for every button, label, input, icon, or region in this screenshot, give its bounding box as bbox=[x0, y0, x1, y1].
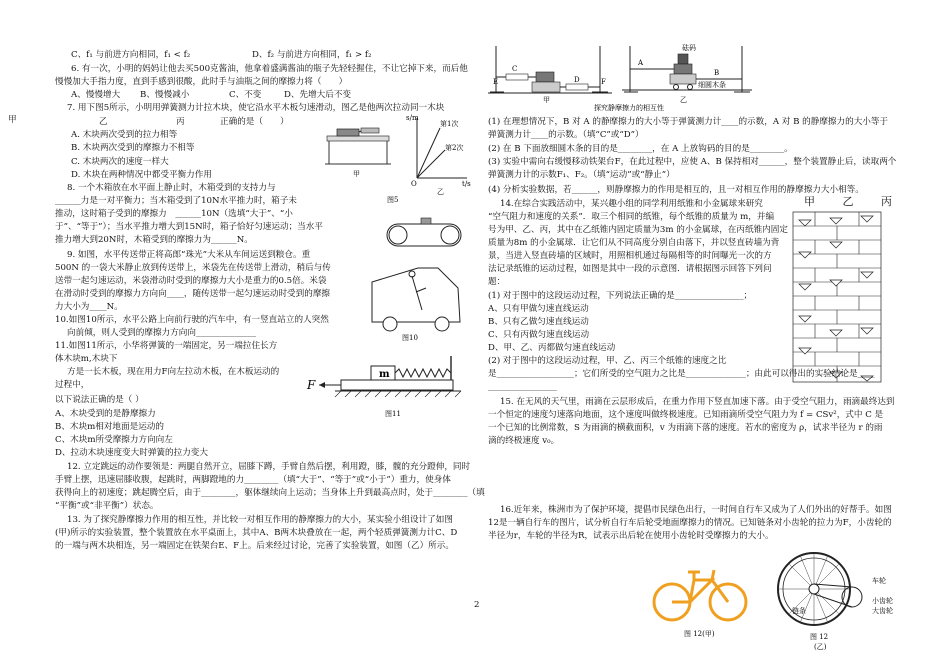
fig12-cap1: 图 12(甲) bbox=[684, 630, 715, 638]
q16-line3: 半径为r，车轮的半径为R，试表示出后轮在使用小齿轮时受摩擦力的大小。 bbox=[488, 531, 774, 541]
q14-line1: 14.在综合实践活动中，某兴趣小组的同学利用纸锥和小金属球来研究 bbox=[500, 199, 763, 209]
q5-option-c: C、f₁ 与前进方向相同，f₁ < f₂ bbox=[71, 50, 191, 60]
fig13-weight: 砝码 bbox=[682, 44, 696, 52]
fig13-E: E bbox=[493, 78, 499, 86]
q6-line2: 慢慢加大手指力度，直到手感到很酸，此时手与油瓶之间的摩擦力将（ ） bbox=[55, 77, 348, 87]
q14-line5: 景，当进入竖直砖墙的区域时，用照相机通过每隔相等的时间曝光一次的方 bbox=[488, 251, 772, 261]
q12-line4: “平衡”或“非平衡”）状态。 bbox=[55, 501, 159, 511]
q13-line3: 的一端与两木块相连，另一端固定在铁架台E、F上。后来经过讨论，完善了实验装置，如图（乙）所示。 bbox=[55, 541, 454, 551]
fig11-caption: 图11 bbox=[385, 410, 401, 418]
q15-line3: 一个已知的比例常数，S 为雨滴的横截面积，v 为雨滴下落的速度。若水的密度为 ρ，试求半径为 r 的雨 bbox=[488, 423, 883, 433]
q8-line4: 于”、“等于”）；当水平推力增大到15N时，箱子恰好匀速运动；当水平 bbox=[55, 222, 323, 232]
fig12-cap2: 图 12 bbox=[810, 633, 829, 641]
q15-line4: 滴的终极速度 v₀。 bbox=[488, 436, 560, 446]
q12-line1: 12. 立定跳远的动作要领是：两腿自然开立，屈膝下蹲，手臂自然后摆，利用蹬，膝，髋的充分蹬伸，同时 bbox=[67, 462, 471, 472]
q12-line3: 获得向上的初速度；跳起腾空后，由于________，躯体继续向上运动；当身体上升到最高点时，处于________（填 bbox=[55, 488, 485, 498]
q11-line3: 方是一长木板，现在用力F向左拉动木板，在木板运动的 bbox=[67, 367, 280, 377]
q14-line7: 题： bbox=[488, 277, 506, 287]
q5-option-d: D、f₂ 与前进方向相同，f₁ > f₂ bbox=[252, 50, 372, 60]
q9-line3: 送带一起匀速运动，米袋滑动时受到的摩擦力大小是重力的0.5倍。米袋 bbox=[55, 276, 327, 286]
figure-5 bbox=[325, 114, 475, 204]
q14-sub1: (1) 对于图中的这段运动过程，下列说法正确的是________________； bbox=[488, 291, 753, 301]
q13-sub3: (3) 实验中需向右缓慢移动铁架台F，在此过程中，应使 A、B 保持相对______，整个装置静止后，读取两个 bbox=[488, 157, 897, 167]
fig5-origin: O bbox=[411, 180, 417, 188]
fig5-s-label: s/m bbox=[406, 114, 419, 122]
q11-line4: 过程中， bbox=[55, 380, 90, 390]
q14-line6: 法记录纸锥的运动过程，如图是其中一段的示意图．请根据图示回答下列问 bbox=[488, 264, 772, 274]
q7-label-correct: 正确的是（ ） bbox=[220, 117, 289, 127]
fig5-yi: 乙 bbox=[437, 188, 444, 196]
q14-option-c: C、只有丙做匀速直线运动 bbox=[488, 330, 590, 340]
q12-line2: 手臂上摆，迅速屈膝收腹，起跳时，两脚蹬地的力________（填“大于”、“等于”或“小于”）重力，使身体 bbox=[55, 475, 451, 485]
q13-sub1b: 弹簧测力计____的示数。（填“C”或“D”） bbox=[488, 130, 644, 140]
fig13-F: F bbox=[601, 78, 606, 86]
q6-option-c: C、不变 bbox=[229, 90, 262, 100]
q11-option-d: D、拉动木块速度变大时弹簧的拉力变大 bbox=[55, 448, 208, 458]
fig13-jia: 甲 bbox=[543, 96, 550, 104]
margin-mark: 甲 bbox=[8, 115, 17, 125]
q6-option-d: D、先增大后不变 bbox=[284, 90, 352, 100]
fig13-caption: 探究静摩擦力的相互性 bbox=[594, 104, 664, 112]
fig12-cap3: (乙) bbox=[814, 643, 827, 651]
figure-10 bbox=[368, 262, 466, 342]
q10-line2: 向前倾，则人受到的摩擦力方向向______________ bbox=[67, 328, 257, 338]
q11-line1: 11.如图11所示，小华将弹簧的一端固定，另一端拉住长方 bbox=[55, 341, 278, 351]
brick-wall-figure bbox=[793, 212, 881, 382]
q16-line1: 16.近年来，株洲市为了保护环境，提倡市民绿色出行，一时间自行车又成为了人们外出的好帮手。如图 bbox=[500, 505, 892, 515]
q6-line1: 6. 有一次，小明的妈妈让他去买500克酱油，他拿着盛满酱油的瓶子先轻轻握住，不让它掉下来，而后他 bbox=[71, 64, 468, 74]
fig5-caption: 图5 bbox=[387, 196, 399, 204]
q15-line1: 15. 在无风的天气里，雨滴在云层形成后，在重力作用下竖直加速下落。由于受空气阻力，雨滴最终达到 bbox=[500, 397, 895, 407]
conveyor-figure bbox=[385, 218, 465, 250]
q6-option-a: A、慢慢增大 bbox=[71, 90, 121, 100]
page-number: 2 bbox=[474, 600, 480, 610]
q11-option-b: B、木块m相对地面是运动的 bbox=[55, 422, 164, 432]
q14-option-b: B、只有乙做匀速直线运动 bbox=[488, 317, 589, 327]
q7-label-bing: 丙 bbox=[176, 117, 185, 127]
q9-line4: 在滑动时受到的摩擦力方向向____，随传送带一起匀速运动时受到的摩擦 bbox=[55, 289, 331, 299]
q14-line2: “空气阻力和速度的关系”．取三个相同的纸锥，每个纸锥的质量为 m，并编 bbox=[488, 212, 775, 222]
fig5-t-label: t/s bbox=[462, 180, 471, 188]
q16-line2: 12是一辆自行车的图片，试分析自行车后轮受地面摩擦力的情况。已知链条对小齿轮的拉力为F，小齿轮的 bbox=[488, 518, 892, 528]
q6-option-b: B、慢慢减小 bbox=[140, 90, 190, 100]
fig12-big-gear: 大齿轮 bbox=[872, 607, 893, 615]
fig13-C: C bbox=[512, 65, 518, 73]
figure-13 bbox=[488, 40, 758, 110]
q11-line2: 体木块m,木块下 bbox=[55, 354, 118, 364]
q9-line2: 500N 的一袋大米静止放到传送带上，米袋先在传送带上滑动，稍后与传 bbox=[55, 263, 331, 273]
q14-line3: 号为甲、乙、丙，其中在乙纸锥内固定质量为3m 的小金属球，在丙纸锥内固定 bbox=[488, 225, 788, 235]
fig13-A: A bbox=[638, 59, 644, 67]
q14-line4: 质量为8m 的小金属球．让它们从不同高度分别自由落下，并以竖直砖墙为背 bbox=[488, 238, 780, 248]
fig12-chain: 链条 bbox=[792, 607, 806, 615]
q13-sub2: (2) 在 B 下面放细圆木条的目的是________，在 A 上放钩码的目的是________。 bbox=[488, 144, 793, 154]
fig5-second: 第2次 bbox=[445, 144, 464, 152]
q14-option-d: D、甲、乙、丙都做匀速直线运动 bbox=[488, 343, 616, 353]
q8-line2: ______力是一对平衡力；当木箱受到了10N水平推力时，箱子未 bbox=[55, 196, 297, 206]
fig5-jia: 甲 bbox=[353, 170, 360, 178]
fig13-B: B bbox=[714, 69, 720, 77]
fig11-F: F bbox=[307, 378, 316, 392]
figure-12-wheel bbox=[760, 545, 900, 655]
fig12-small-gear: 小齿轮 bbox=[872, 597, 893, 605]
q14-sub2b: 是__________________；它们所受的空气阻力之比是______________；由此可以得出的实验结论是____ bbox=[488, 369, 875, 379]
q13-sub4: (4) 分析实验数据，若______，则静摩擦力的作用是相互的，且一对相互作用的静摩擦力大小相等。 bbox=[488, 185, 864, 195]
q9-line1: 9. 如图，水平传送带正将高郎“珠光”大米从车间运送到粮仓。重 bbox=[67, 250, 311, 260]
q8-line3: 推动，这时箱子受到的摩擦力 ______10N（选填“大于”、“小 bbox=[55, 209, 293, 219]
q7-option-a: A. 木块两次受到的拉力相等 bbox=[71, 130, 178, 140]
q11-option-a: A、木块受到的是静摩擦力 bbox=[55, 409, 156, 419]
q7-line1: 7. 用下图5所示，小明用弹簧测力计拉木块，使它沿水平木板匀速滑动，图乙是他两次拉动同一木块 bbox=[67, 103, 445, 113]
fig5-first: 第1次 bbox=[440, 120, 459, 128]
figure-11 bbox=[305, 354, 465, 424]
q13-line1: 13. 为了探究静摩擦力作用的相互性，并比较一对相互作用的静摩擦力的大小，某实验小组设计了如图 bbox=[67, 515, 453, 525]
q11-line5: 以下说法正确的是（ ） bbox=[55, 395, 144, 405]
q14-sub2a: (2) 对于图中的这段运动过程，甲、乙、丙三个纸锥的速度之比 bbox=[488, 356, 727, 366]
q13-sub3b: 弹簧测力计的示数F₁、F₂。（填“运动”或“静止”） bbox=[488, 170, 675, 180]
q7-label-yi: 乙 bbox=[99, 117, 108, 127]
figure-12-bicycle bbox=[650, 562, 750, 654]
q15-line2: 一个恒定的速度匀速落向地面，这个速度叫做终极速度。已知雨滴所受空气阻力为 f = CSv²，式中 C 是 bbox=[488, 410, 884, 420]
q13-sub1: (1) 在理想情况下，B 对 A 的静摩擦力的大小等于弹簧测力计____的示数，A 对 B 的静摩擦力的大小等于 bbox=[488, 117, 889, 127]
fig12-wheel: 车轮 bbox=[872, 577, 886, 585]
q8-line5: 推力增大到20N时，木箱受到的摩擦力为______N。 bbox=[55, 235, 253, 245]
q7-option-b: B. 木块两次受到的摩擦力不相等 bbox=[71, 143, 195, 153]
q7-option-c: C. 木块两次的速度一样大 bbox=[71, 157, 169, 167]
q11-option-c: C、木块m所受摩擦力方向向左 bbox=[55, 435, 173, 445]
q14-option-a: A、只有甲做匀速直线运动 bbox=[488, 304, 589, 314]
fig13-yi: 乙 bbox=[680, 96, 687, 104]
q7-option-d: D. 木块在两种情况中都受平衡力作用 bbox=[71, 170, 212, 180]
q10-line1: 10.如图10所示，水平公路上向前行驶的汽车中，有一竖直站立的人突然 bbox=[55, 315, 329, 325]
fig10-caption: 图10 bbox=[402, 334, 418, 342]
q14-columns: 甲 乙 丙 bbox=[804, 195, 904, 208]
q8-line1: 8. 一个木箱放在水平面上静止时，木箱受到的支持力与 bbox=[67, 183, 276, 193]
fig11-m: m bbox=[379, 369, 390, 380]
fig13-D: D bbox=[574, 76, 580, 84]
fig13-wood: 细圆木条 bbox=[698, 81, 726, 89]
q14-sub2c: ________________ bbox=[488, 382, 557, 392]
q13-line2: (甲)所示的实验装置，整个装置放在水平桌面上，其中A、B两木块叠放在一起，两个轻质弹簧测力计C、D bbox=[55, 528, 458, 538]
q9-line5: 力大小为____N。 bbox=[55, 302, 123, 312]
